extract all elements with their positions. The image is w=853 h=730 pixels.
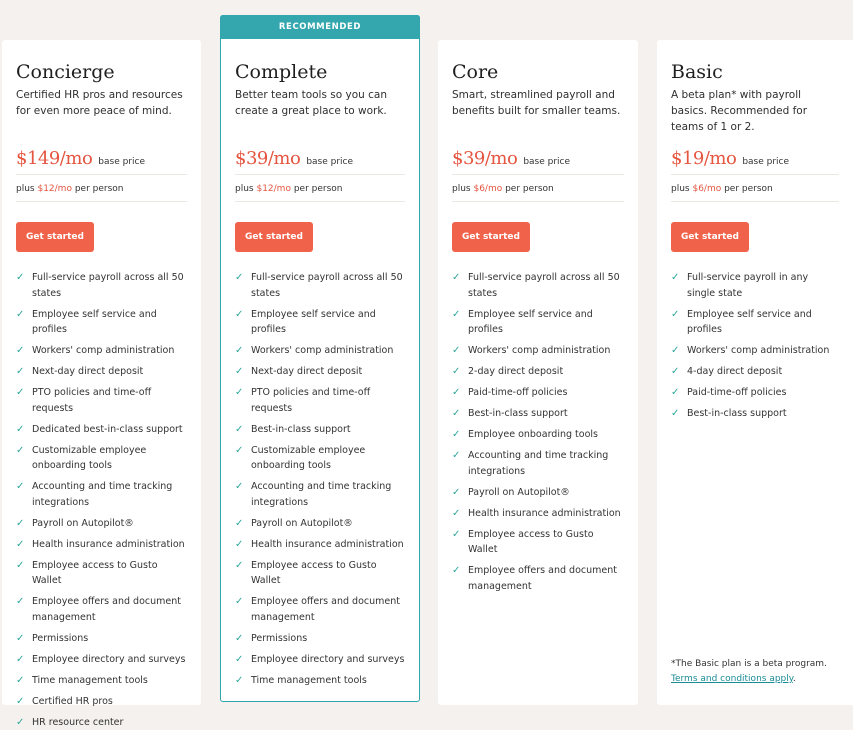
per-person-price	[671, 184, 839, 202]
feature-text: 4-day direct deposit	[687, 366, 782, 377]
check-icon: ✓	[452, 427, 460, 443]
get-started-button[interactable]: Get started	[16, 222, 94, 252]
feature-text: Employee self service and profiles	[687, 309, 812, 336]
per-price: $6/mo	[692, 184, 721, 194]
feature-item	[235, 516, 405, 532]
feature-item	[452, 364, 624, 380]
feature-text: Next-day direct deposit	[32, 366, 143, 377]
plan-name: Concierge	[16, 61, 187, 83]
check-icon: ✓	[671, 343, 679, 359]
feature-item	[16, 558, 187, 589]
feature-text: Accounting and time tracking integrations	[251, 481, 391, 508]
feature-item	[16, 307, 187, 338]
check-icon: ✓	[452, 270, 460, 286]
get-started-button[interactable]: Get started	[671, 222, 749, 252]
feature-item	[671, 364, 839, 380]
check-icon: ✓	[671, 270, 679, 286]
check-icon: ✓	[16, 694, 24, 710]
feature-item	[235, 652, 405, 668]
feature-item	[235, 343, 405, 359]
check-icon: ✓	[235, 558, 243, 574]
feature-item	[16, 479, 187, 510]
check-icon: ✓	[235, 631, 243, 647]
feature-text: Employee offers and document management	[32, 596, 181, 623]
price-row	[235, 148, 405, 175]
footnote-text: *The Basic plan is a beta program.	[671, 659, 827, 669]
plan-name: Core	[452, 61, 624, 83]
feature-item	[235, 631, 405, 647]
plan-card-concierge	[2, 40, 201, 705]
check-icon: ✓	[235, 443, 243, 459]
base-price: $39/mo	[235, 148, 300, 169]
per-price: $12/mo	[37, 184, 71, 194]
check-icon: ✓	[16, 537, 24, 553]
feature-text: Time management tools	[32, 675, 148, 686]
per-price: $12/mo	[256, 184, 290, 194]
feature-list	[452, 270, 624, 594]
feature-text: Health insurance administration	[251, 539, 404, 550]
feature-item	[452, 485, 624, 501]
feature-text: Best-in-class support	[468, 408, 568, 419]
feature-text: PTO policies and time-off requests	[32, 387, 151, 414]
plan-description: Smart, streamlined payroll and benefits built for smaller teams.	[452, 87, 624, 135]
check-icon: ✓	[671, 364, 679, 380]
price-row	[16, 148, 187, 175]
feature-item	[235, 594, 405, 625]
feature-text: Customizable employee onboarding tools	[32, 445, 146, 472]
per-person-price	[452, 184, 624, 202]
check-icon: ✓	[16, 343, 24, 359]
feature-text: Employee self service and profiles	[251, 309, 376, 336]
check-icon: ✓	[235, 270, 243, 286]
feature-item	[671, 343, 839, 359]
price-label: base price	[306, 157, 353, 167]
check-icon: ✓	[235, 343, 243, 359]
per-prefix: plus	[452, 184, 473, 194]
check-icon: ✓	[16, 715, 24, 730]
feature-item	[452, 427, 624, 443]
feature-text: Workers' comp administration	[468, 345, 610, 356]
check-icon: ✓	[16, 558, 24, 574]
base-price: $149/mo	[16, 148, 92, 169]
feature-item	[452, 307, 624, 338]
plan-card-basic	[657, 40, 853, 705]
per-person-price	[16, 184, 187, 202]
feature-item	[235, 364, 405, 380]
plan-card-core	[438, 40, 638, 705]
feature-item	[235, 422, 405, 438]
check-icon: ✓	[235, 673, 243, 689]
feature-item	[235, 673, 405, 689]
feature-text: Employee access to Gusto Wallet	[251, 560, 377, 587]
check-icon: ✓	[16, 479, 24, 495]
check-icon: ✓	[671, 385, 679, 401]
per-person-price	[235, 184, 405, 202]
feature-text: Best-in-class support	[687, 408, 787, 419]
check-icon: ✓	[16, 307, 24, 323]
plan-name: Complete	[235, 61, 405, 83]
check-icon: ✓	[452, 485, 460, 501]
feature-item	[235, 558, 405, 589]
feature-item	[235, 479, 405, 510]
feature-text: PTO policies and time-off requests	[251, 387, 370, 414]
feature-text: Workers' comp administration	[251, 345, 393, 356]
check-icon: ✓	[235, 422, 243, 438]
feature-text: Employee directory and surveys	[32, 654, 185, 665]
feature-item	[235, 270, 405, 301]
feature-text: Employee offers and document management	[468, 565, 617, 592]
check-icon: ✓	[452, 406, 460, 422]
feature-text: Full-service payroll across all 50 states	[468, 272, 620, 299]
plan-description: A beta plan* with payroll basics. Recommended for teams of 1 or 2.	[671, 87, 839, 135]
check-icon: ✓	[16, 673, 24, 689]
feature-item	[452, 527, 624, 558]
check-icon: ✓	[235, 537, 243, 553]
check-icon: ✓	[671, 307, 679, 323]
feature-text: Employee access to Gusto Wallet	[32, 560, 158, 587]
feature-text: Customizable employee onboarding tools	[251, 445, 365, 472]
plan-description: Better team tools so you can create a great place to work.	[235, 87, 405, 135]
feature-text: Full-service payroll across all 50 states	[251, 272, 403, 299]
feature-text: HR resource center	[32, 717, 123, 728]
feature-item	[452, 270, 624, 301]
feature-item	[452, 448, 624, 479]
per-suffix: per person	[502, 184, 554, 194]
check-icon: ✓	[16, 385, 24, 401]
check-icon: ✓	[235, 479, 243, 495]
plan-card-complete	[220, 15, 420, 702]
feature-item	[235, 307, 405, 338]
check-icon: ✓	[235, 652, 243, 668]
feature-item	[16, 385, 187, 416]
check-icon: ✓	[671, 406, 679, 422]
base-price: $19/mo	[671, 148, 736, 169]
check-icon: ✓	[16, 422, 24, 438]
feature-item	[671, 406, 839, 422]
plan-description: Certified HR pros and resources for even more peace of mind.	[16, 87, 187, 135]
per-suffix: per person	[72, 184, 124, 194]
base-price: $39/mo	[452, 148, 517, 169]
feature-item	[235, 537, 405, 553]
check-icon: ✓	[16, 594, 24, 610]
check-icon: ✓	[16, 631, 24, 647]
feature-item	[235, 443, 405, 474]
feature-item	[16, 631, 187, 647]
feature-list	[671, 270, 839, 422]
feature-text: Permissions	[32, 633, 88, 644]
feature-text: Paid-time-off policies	[687, 387, 786, 398]
feature-item	[671, 385, 839, 401]
feature-item	[452, 385, 624, 401]
feature-text: Permissions	[251, 633, 307, 644]
plan-name: Basic	[671, 61, 839, 83]
feature-item	[452, 506, 624, 522]
feature-text: Health insurance administration	[32, 539, 185, 550]
feature-text: Employee access to Gusto Wallet	[468, 529, 594, 556]
feature-text: Payroll on Autopilot®	[251, 518, 353, 529]
feature-text: Workers' comp administration	[687, 345, 829, 356]
per-suffix: per person	[721, 184, 773, 194]
feature-item	[16, 516, 187, 532]
feature-list	[16, 270, 187, 730]
feature-text: Employee onboarding tools	[468, 429, 598, 440]
feature-item	[16, 443, 187, 474]
feature-item	[16, 422, 187, 438]
feature-text: Payroll on Autopilot®	[32, 518, 134, 529]
check-icon: ✓	[235, 307, 243, 323]
feature-text: Employee self service and profiles	[32, 309, 157, 336]
feature-item	[671, 307, 839, 338]
check-icon: ✓	[16, 652, 24, 668]
feature-text: Time management tools	[251, 675, 367, 686]
feature-text: Payroll on Autopilot®	[468, 487, 570, 498]
check-icon: ✓	[452, 364, 460, 380]
feature-text: Full-service payroll in any single state	[687, 272, 808, 299]
feature-item	[16, 364, 187, 380]
check-icon: ✓	[452, 527, 460, 543]
check-icon: ✓	[235, 516, 243, 532]
check-icon: ✓	[452, 307, 460, 323]
feature-item	[452, 343, 624, 359]
beta-footnote	[671, 657, 827, 687]
get-started-button[interactable]: Get started	[235, 222, 313, 252]
check-icon: ✓	[235, 364, 243, 380]
feature-text: Employee offers and document management	[251, 596, 400, 623]
feature-item	[452, 406, 624, 422]
feature-item	[16, 270, 187, 301]
per-suffix: per person	[291, 184, 343, 194]
feature-text: Employee directory and surveys	[251, 654, 404, 665]
check-icon: ✓	[16, 516, 24, 532]
price-label: base price	[523, 157, 570, 167]
check-icon: ✓	[16, 443, 24, 459]
price-row	[671, 148, 839, 175]
feature-text: 2-day direct deposit	[468, 366, 563, 377]
feature-text: Paid-time-off policies	[468, 387, 567, 398]
price-row	[452, 148, 624, 175]
feature-text: Dedicated best-in-class support	[32, 424, 183, 435]
check-icon: ✓	[452, 448, 460, 464]
price-label: base price	[98, 157, 145, 167]
check-icon: ✓	[452, 506, 460, 522]
feature-item	[671, 270, 839, 301]
per-prefix: plus	[235, 184, 256, 194]
feature-item	[16, 652, 187, 668]
feature-item	[16, 715, 187, 730]
terms-link[interactable]: Terms and conditions apply	[671, 674, 793, 684]
check-icon: ✓	[235, 594, 243, 610]
feature-text: Health insurance administration	[468, 508, 621, 519]
per-price: $6/mo	[473, 184, 502, 194]
price-label: base price	[742, 157, 789, 167]
feature-item	[16, 537, 187, 553]
footnote-end: .	[793, 674, 796, 684]
check-icon: ✓	[452, 385, 460, 401]
check-icon: ✓	[235, 385, 243, 401]
feature-item	[16, 343, 187, 359]
feature-text: Workers' comp administration	[32, 345, 174, 356]
per-prefix: plus	[671, 184, 692, 194]
per-prefix: plus	[16, 184, 37, 194]
feature-text: Certified HR pros	[32, 696, 113, 707]
check-icon: ✓	[452, 563, 460, 579]
recommended-banner: RECOMMENDED	[220, 15, 420, 39]
feature-item	[235, 385, 405, 416]
feature-text: Next-day direct deposit	[251, 366, 362, 377]
feature-item	[16, 694, 187, 710]
check-icon: ✓	[16, 364, 24, 380]
feature-item	[16, 594, 187, 625]
feature-list	[235, 270, 405, 688]
feature-text: Accounting and time tracking integrations	[32, 481, 172, 508]
feature-text: Best-in-class support	[251, 424, 351, 435]
feature-item	[16, 673, 187, 689]
feature-text: Employee self service and profiles	[468, 309, 593, 336]
check-icon: ✓	[16, 270, 24, 286]
feature-text: Accounting and time tracking integrations	[468, 450, 608, 477]
feature-item	[452, 563, 624, 594]
feature-text: Full-service payroll across all 50 states	[32, 272, 184, 299]
check-icon: ✓	[452, 343, 460, 359]
get-started-button[interactable]: Get started	[452, 222, 530, 252]
